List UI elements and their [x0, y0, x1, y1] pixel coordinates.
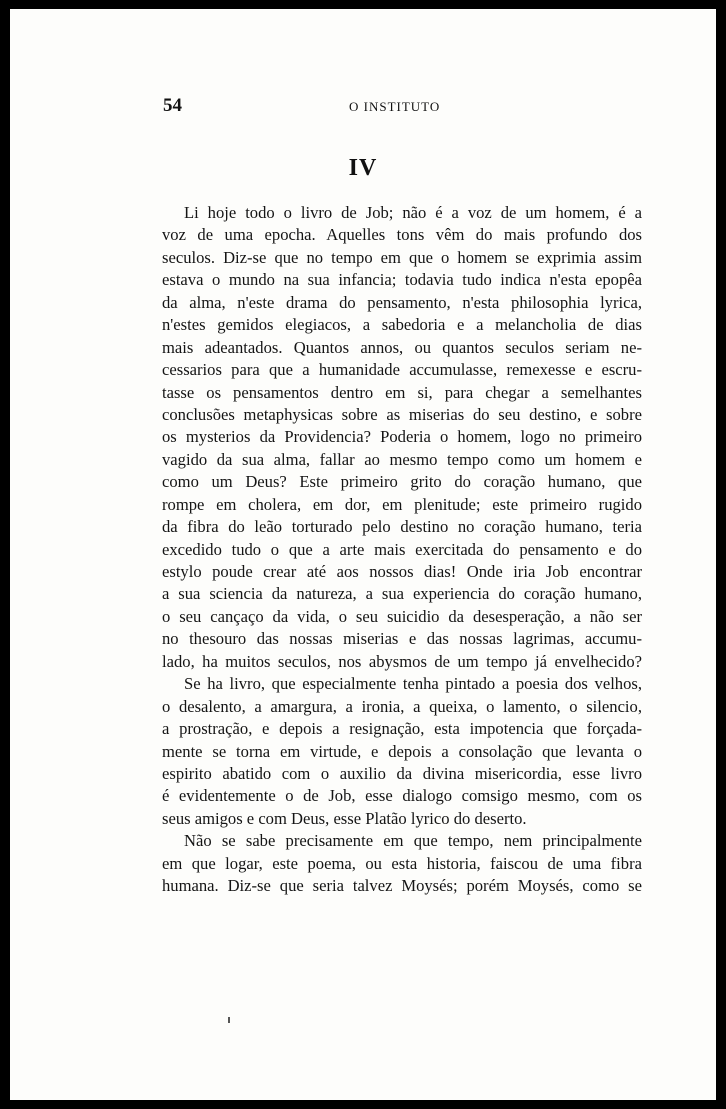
running-title: O INSTITUTO — [349, 99, 441, 114]
ink-speck — [228, 1017, 230, 1023]
text-line: os mysterios da Providencia? Poderia o homem, logo no primeiro — [162, 427, 642, 447]
text-line: mente se torna em virtude, e depois a consolação que levanta o — [162, 741, 642, 761]
paragraph — [162, 673, 642, 830]
text-line: o desalento, a amargura, a ironia, a queixa, o lamento, o silencio, — [162, 696, 642, 716]
text-line: lado, ha muitos seculos, nos abysmos de um tempo já envelhecido? — [162, 651, 642, 671]
text-line: em que logar, este poema, ou esta historia, faiscou de uma fibra — [162, 853, 642, 873]
chapter-heading: IV — [348, 155, 378, 181]
book-page — [10, 9, 716, 1100]
text-line: da alma, n'este drama do pensamento, n'esta philosophia lyrica, — [162, 292, 642, 312]
text-line: n'estes gemidos elegiacos, a sabedoria e a melancholia de dias — [162, 315, 642, 335]
text-line: Não se sabe precisamente em que tempo, nem principalmente — [184, 831, 642, 851]
text-line: Se ha livro, que especialmente tenha pintado a poesia dos velhos, — [184, 674, 642, 694]
text-line: humana. Diz-se que seria talvez Moysés; porém Moysés, como se — [162, 876, 642, 896]
text-line: rompe em cholera, em dor, em plenitude; este primeiro rugido — [162, 494, 642, 514]
text-line: o seu cançaço da vida, o seu suicidio da desesperação, a não ser — [162, 606, 642, 626]
text-line: como um Deus? Este primeiro grito do coração humano, que — [162, 472, 642, 492]
text-line: a prostração, e depois a resignação, esta impotencia que forçada- — [162, 719, 642, 739]
text-line: tasse os pensamentos dentro em si, para chegar a semelhantes — [162, 382, 642, 402]
text-line: conclusões metaphysicas sobre as miserias do seu destino, e sobre — [162, 404, 642, 424]
text-line: excedido tudo o que a arte mais exercitada do pensamento e do — [162, 539, 642, 559]
text-line: é evidentemente o de Job, esse dialogo comsigo mesmo, com os — [162, 786, 642, 806]
body-text — [162, 202, 642, 898]
text-line: voz de uma epocha. Aquelles tons vêm do mais profundo dos — [162, 225, 642, 245]
page-number: 54 — [163, 95, 182, 116]
text-line: cessarios para que a humanidade accumulasse, remexesse e escru- — [162, 360, 642, 380]
text-line: da fibra do leão torturado pelo destino no coração humano, teria — [162, 517, 642, 537]
text-line: espirito abatido com o auxilio da divina misericordia, esse livro — [162, 763, 642, 783]
text-line: mais adeantados. Quantos annos, ou quantos seculos seriam ne- — [162, 337, 642, 357]
text-line: estava o mundo na sua infancia; todavia tudo indica n'esta epopêa — [162, 270, 642, 290]
text-line: no thesouro das nossas miserias e das nossas lagrimas, accumu- — [162, 629, 642, 649]
text-line: Li hoje todo o livro de Job; não é a voz de um homem, é a — [184, 203, 642, 222]
text-line: vagido da sua alma, fallar ao mesmo tempo como um homem e — [162, 449, 642, 469]
page-header — [163, 95, 652, 117]
paragraph — [162, 202, 642, 673]
text-line: estylo poude crear até aos nossos dias! Onde iria Job encontrar — [162, 562, 642, 581]
text-line: a sua sciencia da natureza, a sua experiencia do coração humano, — [162, 584, 642, 604]
paragraph — [162, 830, 642, 897]
text-line: seus amigos e com Deus, esse Platão lyrico do deserto. — [162, 808, 527, 828]
text-line: seculos. Diz-se que no tempo em que o homem se exprimia assim — [162, 247, 642, 267]
